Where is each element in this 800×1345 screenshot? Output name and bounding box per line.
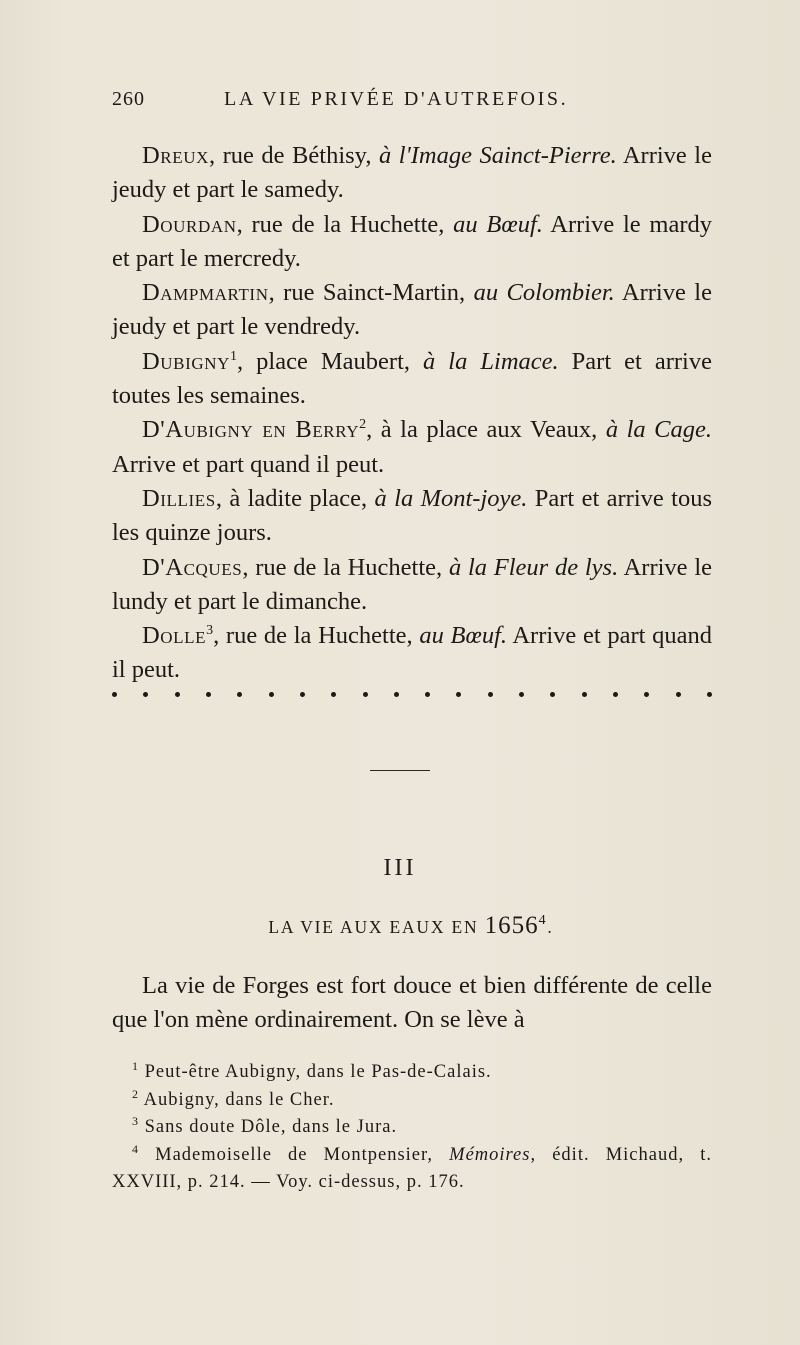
body-text <box>112 969 712 1038</box>
leader-dot <box>425 692 430 697</box>
address: , rue Sainct-Martin, <box>268 279 474 307</box>
running-header <box>112 88 708 118</box>
footnote <box>112 1142 712 1197</box>
schedule: Arrive et part quand il peut. <box>112 450 385 478</box>
running-title: LA VIE PRIVÉE D'AUTREFOIS. <box>224 88 569 110</box>
footnote-ref: 3 <box>206 623 214 639</box>
address: , rue de la Huchette, <box>213 622 420 650</box>
list-item <box>112 139 712 208</box>
messenger-name: Dourdan <box>142 210 237 238</box>
leader-dot <box>676 692 681 697</box>
paragraph: La vie de Forges est fort douce et bien différente de celle que l'on mène ordinairement. On se lève à <box>112 972 712 1034</box>
messenger-name: Dubigny <box>142 347 231 375</box>
inn-sign: au Bœuf. <box>419 622 508 650</box>
footnote-ref: 4 <box>538 913 548 928</box>
address: , rue de Béthisy, <box>208 142 379 169</box>
address: , rue de la Huchette, <box>242 553 449 581</box>
leader-dot <box>456 692 461 697</box>
leader-dot <box>143 692 148 697</box>
messenger-name: D'Acques <box>142 553 243 581</box>
schedule: Arrive le mardy et part le mercredy. <box>112 210 712 272</box>
inn-sign: à l'Image Sainct-Pierre. <box>378 142 617 169</box>
messenger-name: Dreux <box>142 142 209 169</box>
messenger-name: Dolle <box>142 622 207 650</box>
leader-dot <box>519 692 524 697</box>
section-number: III <box>383 855 417 881</box>
footnote <box>112 1059 712 1087</box>
leader-dot <box>300 692 305 697</box>
section-title <box>0 912 800 940</box>
messenger-name: Dillies <box>142 484 216 512</box>
inn-sign: à la Mont-joye. <box>374 484 528 512</box>
footnote <box>112 1114 712 1142</box>
leader-dot <box>206 692 211 697</box>
leader-dot <box>269 692 274 697</box>
schedule: Arrive et part quand il peut. <box>112 622 712 684</box>
address: , à la place aux Veaux, <box>366 416 606 444</box>
footnote-text: Aubigny, dans le Cher. <box>143 1089 335 1110</box>
section-title-text: LA VIE AUX EAUX EN <box>268 917 485 937</box>
list-item <box>112 276 712 345</box>
leader-dot <box>112 692 117 697</box>
address: , rue de la Huchette, <box>236 210 454 238</box>
schedule: Part et arrive toutes les semaines. <box>112 347 712 410</box>
leader-dot <box>550 692 555 697</box>
footnote-text: Peut-être Aubigny, dans le Pas-de-Calais. <box>144 1062 492 1082</box>
page-number: 260 <box>112 88 145 110</box>
leader-dot <box>488 692 493 697</box>
schedule: Part et arrive tous les quinze jours. <box>112 484 712 547</box>
messenger-name: D'Aubigny en Berry <box>142 416 360 444</box>
footnote-italic: Mémoires <box>449 1144 531 1165</box>
leader-dot <box>644 692 649 697</box>
schedule: Arrive le jeudy et part le vendredy. <box>112 279 712 341</box>
schedule: Arrive le lundy et part le dimanche. <box>112 553 712 615</box>
address: , à ladite place, <box>215 484 375 512</box>
leader-dot <box>707 692 712 697</box>
inn-sign: au Colombier. <box>473 279 615 307</box>
footnote-mark: 1 <box>132 1059 139 1073</box>
list-item <box>112 413 712 482</box>
leader-dot <box>613 692 618 697</box>
list-item <box>112 551 712 620</box>
list-item <box>112 619 712 688</box>
section-title-end: . <box>547 917 554 937</box>
messenger-name: Dampmartin <box>142 279 269 307</box>
list-item <box>112 345 712 414</box>
footnotes <box>112 1059 712 1197</box>
inn-sign: à la Cage. <box>605 416 712 444</box>
ellipsis-dot-leader <box>112 684 712 704</box>
footnote-ref: 2 <box>359 417 367 433</box>
leader-dot <box>331 692 336 697</box>
leader-dot <box>363 692 368 697</box>
footnote-mark: 3 <box>132 1114 139 1128</box>
inn-sign: à la Limace. <box>423 347 559 375</box>
list-item <box>112 482 712 551</box>
footnote <box>112 1087 712 1115</box>
inn-sign: au Bœuf. <box>453 210 543 238</box>
footnote-ref: 1 <box>230 348 238 364</box>
section-divider <box>370 770 430 771</box>
footnote-mark: 2 <box>132 1086 139 1101</box>
leader-dot <box>237 692 242 697</box>
footnote-text: Sans doute Dôle, dans le Jura. <box>144 1117 398 1137</box>
footnote-text: , édit. Michaud, t. XXVIII, p. 214. — Voy. ci-dessus, p. 176. <box>112 1144 712 1192</box>
leader-dot <box>394 692 399 697</box>
footnote-text: Mademoiselle de Montpensier, <box>155 1144 450 1165</box>
leader-dot <box>582 692 587 697</box>
footnote-mark: 4 <box>132 1141 139 1156</box>
list-item <box>112 208 712 277</box>
section-year: 1656 <box>484 912 539 939</box>
inn-sign: à la Fleur de lys. <box>448 553 619 581</box>
address: , place Maubert, <box>237 347 424 375</box>
messenger-list <box>112 139 712 688</box>
leader-dot <box>175 692 180 697</box>
schedule: Arrive le jeudy et part le samedy. <box>112 142 712 204</box>
